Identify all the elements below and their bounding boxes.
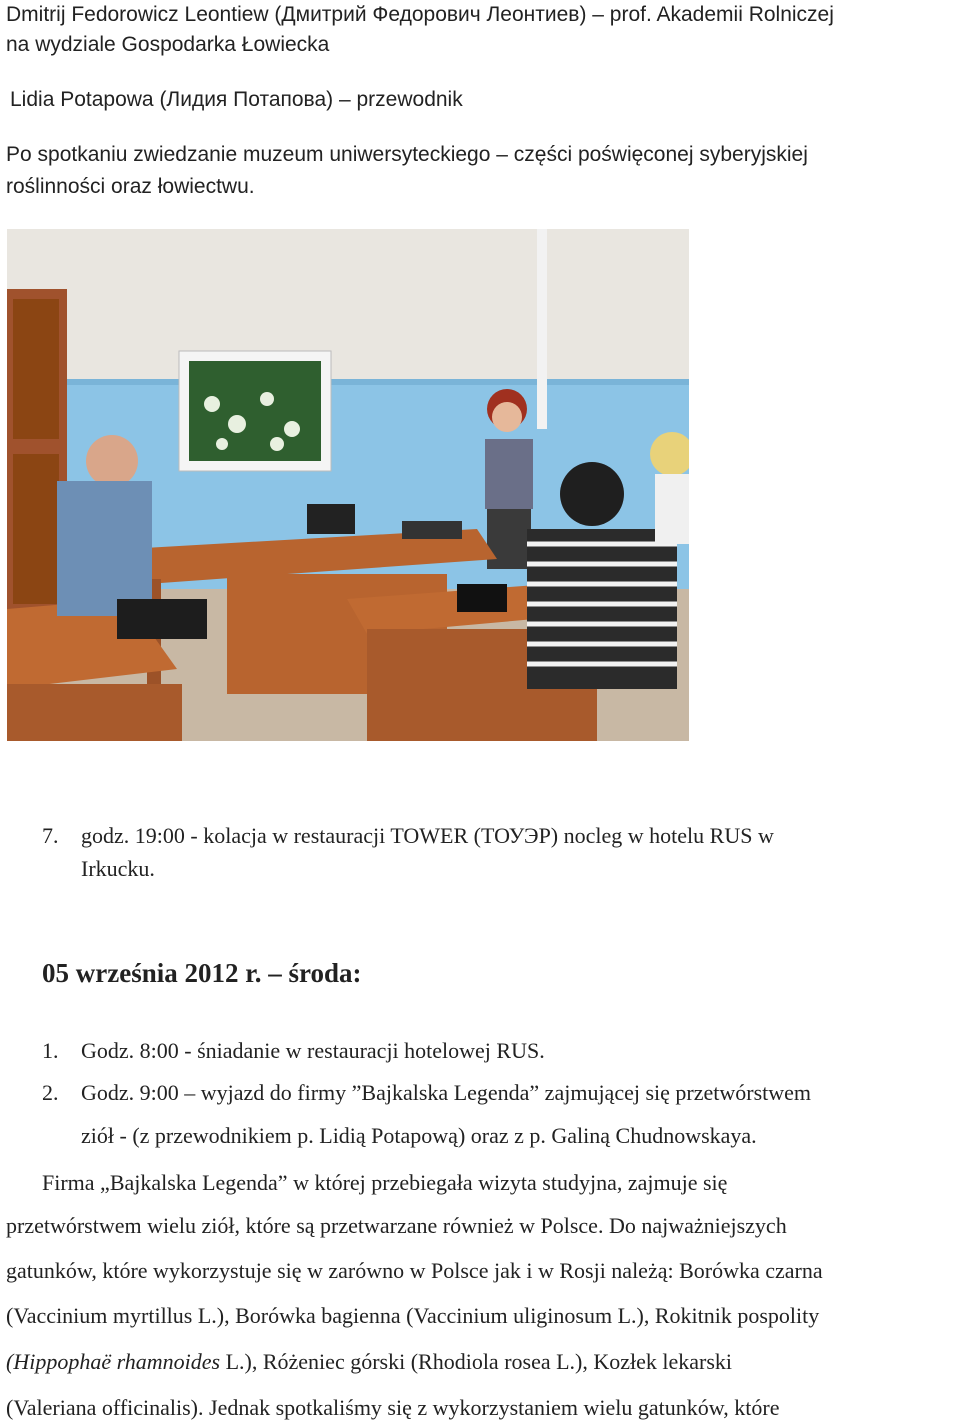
lecture-room-illustration (7, 229, 689, 741)
item-7-line-1: godz. 19:00 - kolacja w restauracji TOWER (ТОУЭР) nocleg w hotelu RUS w (81, 823, 774, 848)
schedule-item-1-text: Godz. 8:00 - śniadanie w restauracji hotelowej RUS. (81, 1038, 545, 1063)
schedule-item-1-number: 1. (42, 1038, 59, 1063)
paragraph-line-5 (6, 1349, 732, 1375)
paragraph-line-1: Firma „Bajkalska Legenda” w której przebiegała wizyta studyjna, zajmuje się (42, 1170, 728, 1195)
schedule-item-2-line-2: ziół - (z przewodnikiem p. Lidią Potapową) oraz z p. Galiną Chudnowskaya. (81, 1123, 757, 1148)
species-name-italic: (Hippophaë rhamnoides (6, 1349, 221, 1374)
paragraph-line-2: przetwórstwem wielu ziół, które są przetwarzane również w Polsce. Do najważniejszych (6, 1213, 787, 1238)
day-heading: 05 września 2012 r. – środa: (42, 958, 362, 988)
schedule-item-2-number: 2. (42, 1080, 59, 1105)
intro-line-3: Lidia Potapowa (Лидия Потапова) – przewodnik (10, 88, 463, 111)
intro-line-2: na wydziale Gospodarka Łowiecka (6, 33, 330, 56)
intro-line-5: roślinności oraz łowiectwu. (6, 175, 255, 198)
item-7-number: 7. (42, 823, 59, 848)
schedule-item-2-line-1: Godz. 9:00 – wyjazd do firmy ”Bajkalska Legenda” zajmującej się przetwórstwem (81, 1080, 812, 1105)
item-7-line-2: Irkucku. (81, 856, 155, 881)
intro-line-4: Po spotkaniu zwiedzanie muzeum uniwersyteckiego – części poświęconej syberyjskiej (6, 143, 808, 166)
paragraph-line-3: gatunków, które wykorzystuje się w zarówno w Polsce jak i w Rosji należą: Borówka czarna (6, 1258, 823, 1283)
paragraph-line-4: (Vaccinium myrtillus L.), Borówka bagienna (Vaccinium uliginosum L.), Rokitnik pospolity (6, 1303, 820, 1328)
lecture-room-photo (7, 229, 689, 741)
intro-line-1: Dmitrij Fedorowicz Leontiew (Дмитрий Федорович Леонтиев) – prof. Akademii Rolniczej (6, 3, 834, 26)
paragraph-line-5-rest: L.), Różeniec górski (Rhodiola rosea L.), Kozłek lekarski (220, 1349, 733, 1374)
paragraph-line-6: (Valeriana officinalis). Jednak spotkaliśmy się z wykorzystaniem wielu gatunków, które (6, 1395, 780, 1420)
